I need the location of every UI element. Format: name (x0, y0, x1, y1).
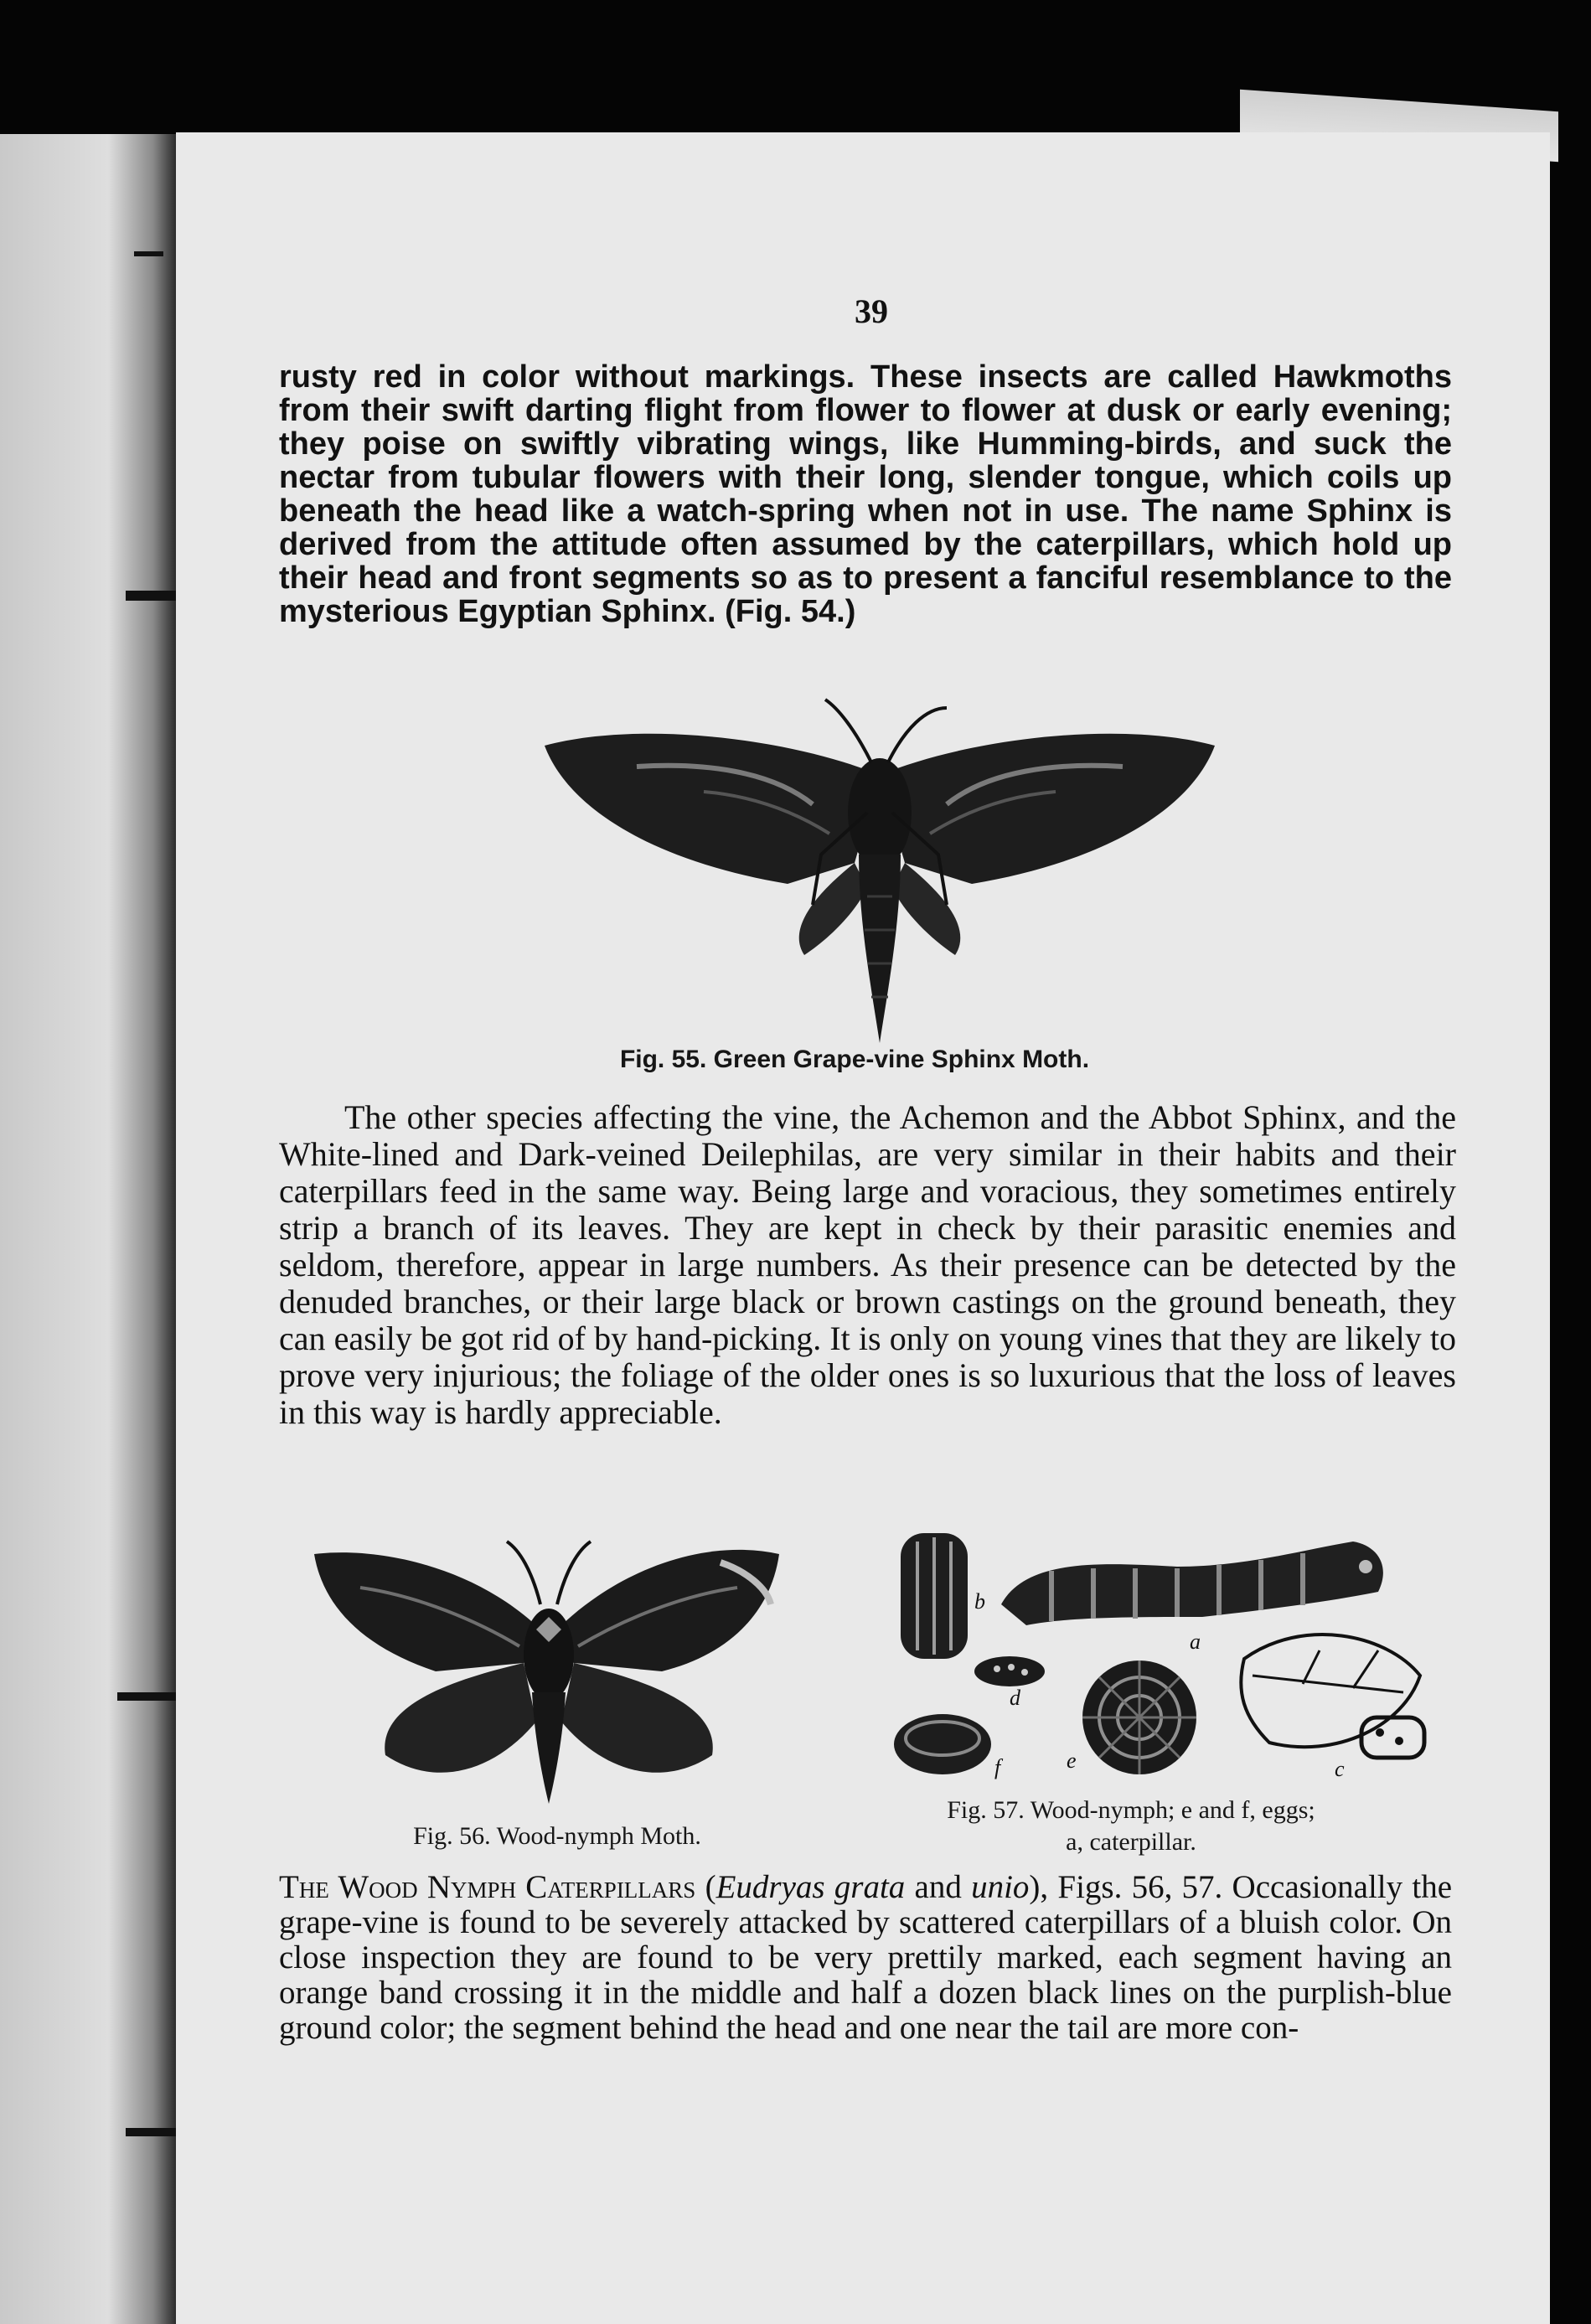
leaf-icon (1241, 1635, 1420, 1747)
caterpillar-icon (1001, 1542, 1383, 1625)
figure-57-caption (829, 1795, 1433, 1858)
paragraph-other-species: The other species affecting the vine, the Achemon and the Abbot Sphinx, and the White-lined and Dark-veined Deilephilas, are very similar in their habits and their caterpillars feed in the same way. Being large and voracious, they sometimes entirely strip a branch of its leaves. They are kept in check by their parasitic enemies and seldom, therefore, appear in large numbers. As their presence can be detected by the denuded branches, or their large black or brown castings on the ground beneath, they can easily be got rid of by hand-picking. It is only on young vines that they are likely to prove very injurious; the foliage of the older ones is so luxurious that the loss of leaves in this way is hardly appreciable. (279, 1098, 1456, 1431)
wood-nymph-moth-icon (314, 1542, 779, 1804)
gutter-mark (117, 1692, 176, 1701)
egg-e-icon (1082, 1660, 1196, 1774)
caterpillar-segment-icon (901, 1533, 968, 1659)
label-d: d (1010, 1686, 1020, 1710)
label-f: f (994, 1755, 1001, 1779)
species-name-grata: Eudryas grata (715, 1869, 906, 1905)
egg-d-icon (974, 1656, 1045, 1686)
egg-f-icon (894, 1714, 991, 1774)
egg-c-icon (1361, 1717, 1424, 1758)
sphinx-moth-icon (545, 700, 1215, 1043)
label-b: b (974, 1589, 985, 1614)
label-a: a (1190, 1629, 1201, 1654)
page-number: 39 (855, 292, 888, 330)
wood-nymph-moth-illustration (310, 1537, 788, 1805)
figure-55-caption: Fig. 55. Green Grape-vine Sphinx Moth. (619, 1046, 1090, 1073)
gutter-mark (126, 591, 176, 601)
wood-nymph-heading: The Wood Nymph Caterpillars (279, 1869, 696, 1905)
wood-nymph-body: ), Figs. 56, 57. Occasionally the grape-vine is found to be severely attacked by scattered caterpillars of a bluish color. On close inspection they are found to be very prettily marked, each segment having an orange band crossing it in the middle and half a dozen black lines on the purplish-blue ground color; the segment behind the head and one near the tail are more con- (279, 1869, 1452, 2046)
paragraph-wood-nymph (279, 1870, 1452, 2046)
paragraph-hawkmoths: rusty red in color without markings. These insects are called Hawkmoths from their swift darting flight from flower to flower at dusk or early evening; they poise on swiftly vibrating wings, like Humming-birds, and suck the nectar from tubular flowers with their long, slender tongue, which coils up beneath the head like a watch-spring when not in use. The name Sphinx is derived from the attitude often assumed by the caterpillars, which hold up their head and front segments so as to present a fanciful resemblance to the mysterious Egyptian Sphinx. (Fig. 54.) (279, 359, 1452, 629)
gutter-mark (126, 2128, 176, 2136)
label-e: e (1067, 1748, 1077, 1773)
gutter-mark (134, 251, 163, 256)
sphinx-moth-illustration (536, 687, 1223, 1047)
figure-56-caption: Fig. 56. Wood-nymph Moth. (413, 1822, 701, 1850)
wood-nymph-caterpillar-illustration (884, 1525, 1437, 1793)
figure-57-caption-line2: a, caterpillar. (1066, 1828, 1196, 1856)
species-open-paren: ( (705, 1869, 716, 1905)
label-c: c (1335, 1757, 1345, 1781)
species-and: and (905, 1869, 972, 1905)
left-page-edge (0, 134, 180, 2324)
species-name-unio: unio (971, 1869, 1030, 1905)
figure-57-caption-line1: Fig. 57. Wood-nymph; e and f, eggs; (947, 1796, 1315, 1824)
